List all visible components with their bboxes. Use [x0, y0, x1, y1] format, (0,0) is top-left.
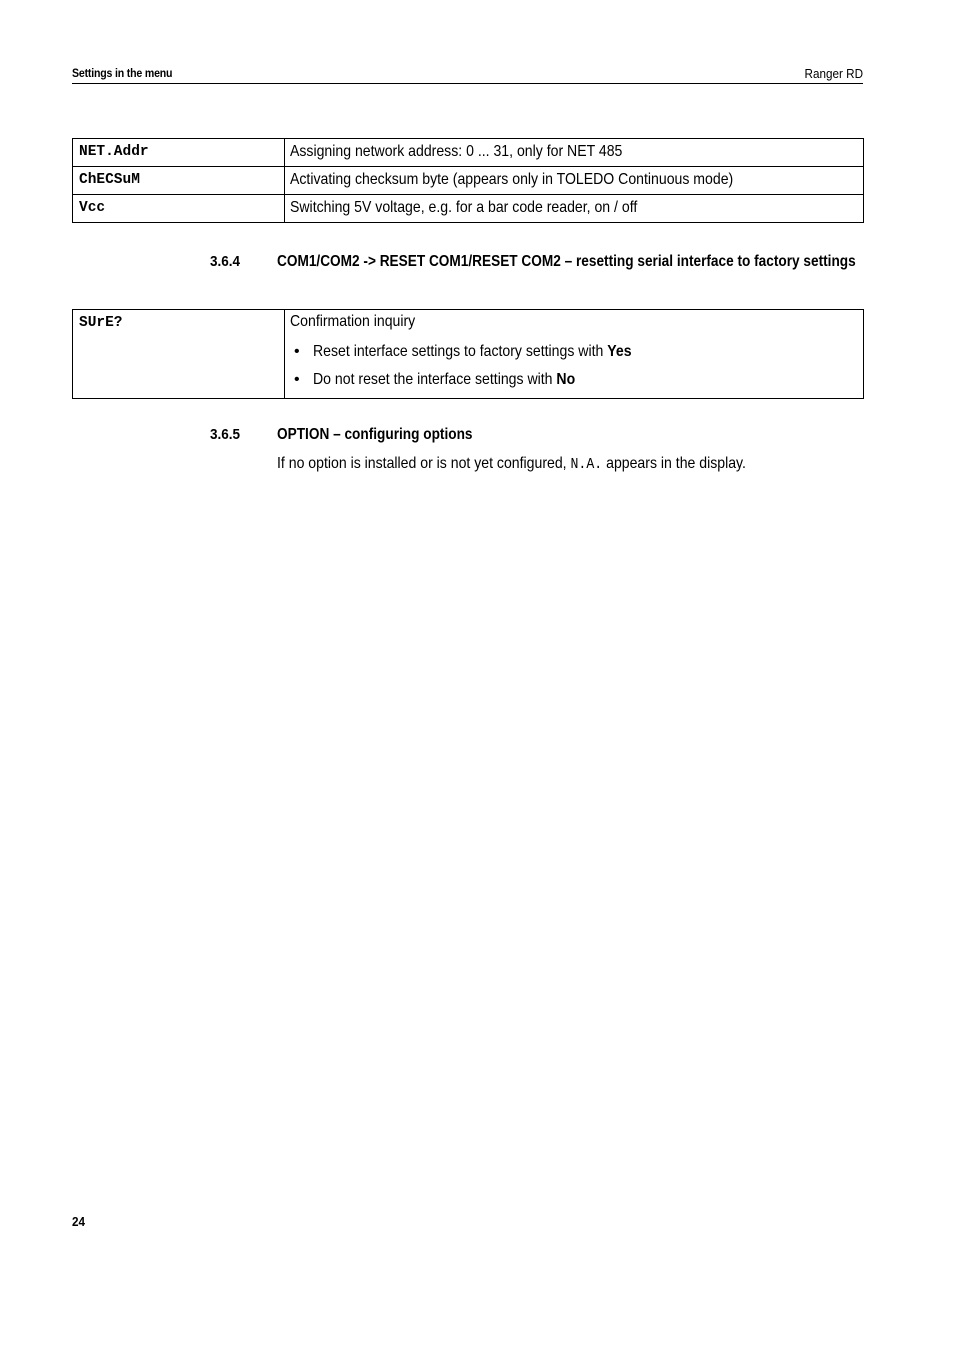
- table-row: [73, 167, 864, 195]
- table-row: [73, 310, 864, 399]
- bullet-icon: •: [294, 371, 300, 388]
- reset-confirmation-table: [72, 309, 864, 399]
- display-code: N.A.: [570, 456, 603, 473]
- section-heading: OPTION – configuring options: [277, 426, 473, 443]
- list-item: • Reset interface settings to factory settings with Yes: [290, 338, 863, 366]
- parameter-description: [285, 310, 864, 399]
- running-header-product: Ranger RD: [804, 66, 863, 81]
- page-number: 24: [72, 1214, 86, 1229]
- section-heading: COM1/COM2 -> RESET COM1/RESET COM2 – resetting serial interface to factory settings: [277, 253, 856, 270]
- bullet-icon: •: [294, 343, 300, 360]
- parameter-key: NET.Addr: [73, 139, 285, 167]
- table-row: [73, 195, 864, 223]
- section-number: 3.6.4: [210, 253, 241, 270]
- parameter-key: Vcc: [73, 195, 285, 223]
- table-row: [73, 139, 864, 167]
- parameter-description: Switching 5V voltage, e.g. for a bar code reader, on / off: [285, 195, 864, 223]
- confirmation-intro: Confirmation inquiry: [290, 313, 416, 330]
- list-item: • Do not reset the interface settings with No: [290, 366, 863, 394]
- running-header-section: Settings in the menu: [72, 66, 173, 80]
- section-number: 3.6.5: [210, 426, 241, 443]
- parameter-description: Assigning network address: 0 ... 31, only for NET 485: [285, 139, 864, 167]
- interface-parameter-table: [72, 138, 864, 223]
- parameter-key: ChECSuM: [73, 167, 285, 195]
- header-divider: [72, 83, 863, 84]
- section-body-text: If no option is installed or is not yet configured, N.A. appears in the display.: [277, 455, 746, 473]
- parameter-key: SUrE?: [73, 310, 285, 399]
- parameter-description: Activating checksum byte (appears only in TOLEDO Continuous mode): [285, 167, 864, 195]
